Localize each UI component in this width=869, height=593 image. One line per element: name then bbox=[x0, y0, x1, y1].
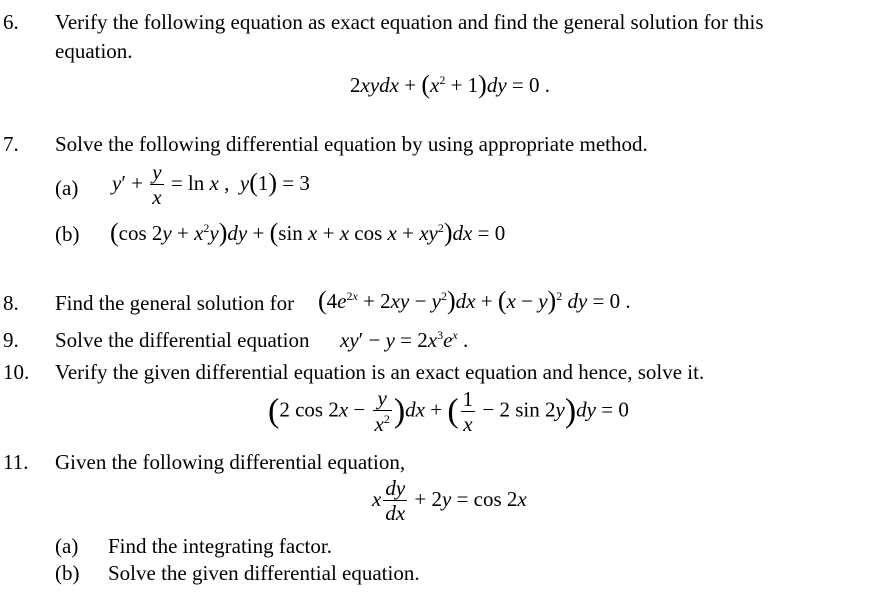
question-number: 6. bbox=[3, 10, 19, 34]
question-text: Verify the following equation as exact equation and find the general solution for this bbox=[55, 10, 764, 34]
part-label: (b) bbox=[55, 222, 80, 246]
question-text: Given the following differential equation, bbox=[55, 450, 406, 474]
question-text: Find the general solution for bbox=[55, 291, 295, 315]
equation-part-b: (cos $2y + x^2y)dy + (\sin$ x + x $\cos x + xy^2)dx = 0$ bbox=[110, 218, 506, 247]
question-text: Solve the differential equation bbox=[55, 328, 310, 352]
part-label: (b) bbox=[55, 561, 80, 585]
question-text: Verify the given differential equation is an exact equation and hence, solve it. bbox=[55, 360, 705, 384]
equation: $xy' - y = 2x^3e^x$ . bbox=[340, 328, 469, 352]
question-number: 9. bbox=[3, 328, 19, 352]
part-label: (a) bbox=[55, 534, 79, 558]
part-text: Solve the given differential equation. bbox=[108, 561, 420, 585]
question-number: 11. bbox=[3, 450, 29, 474]
question-number: 10. bbox=[3, 360, 30, 384]
part-label: (a) bbox=[55, 176, 79, 200]
equation: (2 cos 2x − $\frac{y}{x^2}$ )dx + ( $\frac{1}{x}$ − 2 sin 2y)dy = 0 bbox=[268, 386, 629, 436]
question-text: Solve the following differential equation by using appropriate method. bbox=[55, 132, 648, 156]
question-text-continued: equation. bbox=[55, 39, 133, 63]
equation: x $\frac{dy}{dx}$ + 2y = cos 2x bbox=[372, 476, 527, 525]
part-text: Find the integrating factor. bbox=[108, 534, 332, 558]
equation-part-a: y′ + $\frac{y}{x}$ = ln x , y(1) = 3 bbox=[112, 160, 310, 209]
question-number: 7. bbox=[3, 132, 19, 156]
equation: $(4e^{2x} + 2xy - y^2)dx + (x - y)^2$ dy = 0 . bbox=[318, 286, 631, 315]
equation: 2xydx + $(x^2 + 1)dy = 0$ . bbox=[350, 70, 550, 99]
question-number: 8. bbox=[3, 291, 19, 315]
